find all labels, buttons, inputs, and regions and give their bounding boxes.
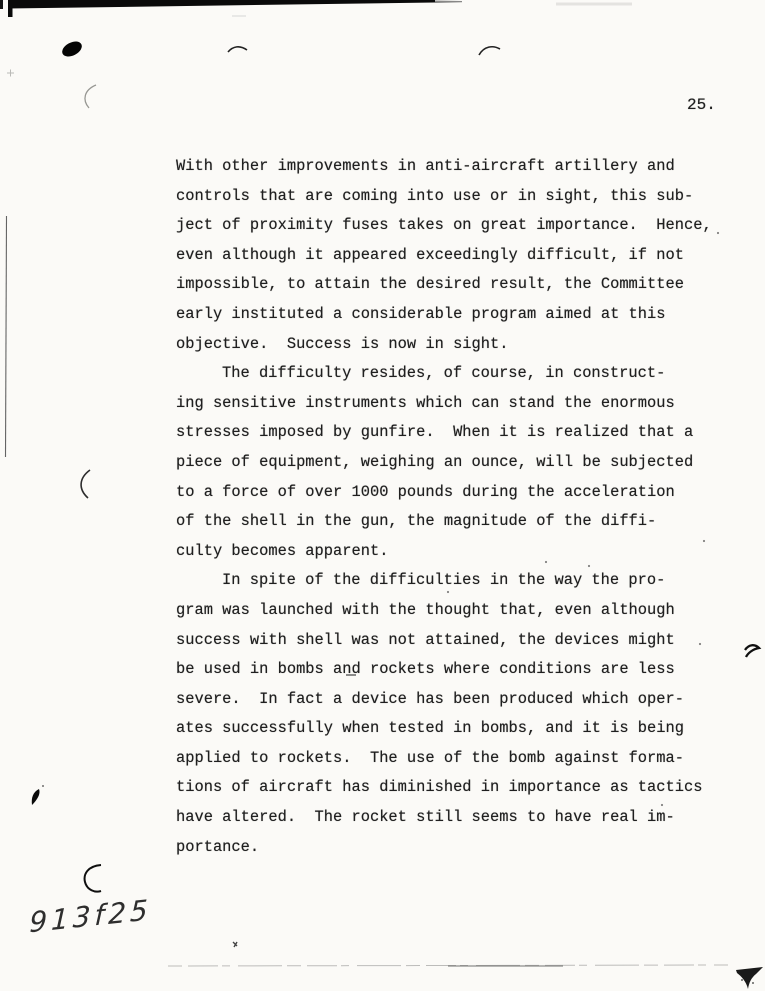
right-squiggle-mark [745,645,759,657]
tiny-plus-mark [7,70,14,77]
ink-blob [60,38,85,59]
text-line: early instituted a considerable program aimed at this [176,304,666,323]
text-line: even although it appeared exceedingly difficult, if not [176,245,684,264]
text-line: ates successfully when tested in bombs, and it is being [176,719,684,738]
tilde-mark-2 [479,47,500,55]
text-line: In spite of the difficulties in the way the pro- [222,571,666,590]
document-body [176,152,712,862]
text-line: of the shell in the gun, the magnitude of the diffi- [176,512,657,531]
text-line: objective. Success is now in sight. [176,334,509,353]
star-flick-mark [233,942,237,947]
smudge-speckle [741,979,743,981]
text-line: stresses imposed by gunfire. When it is realized that a [176,423,694,442]
bottom-right-ink-smudge [736,967,763,989]
text-line: have altered. The rocket still seems to have real im- [176,808,675,827]
text-line: With other improvements in anti-aircraft artillery and [176,157,675,175]
text-line: to a force of over 1000 pounds during the acceleration [176,482,675,501]
c-mark [85,865,101,892]
text-line: severe. In fact a device has been produced which oper- [176,689,684,708]
paren-mark [81,470,90,498]
text-line: piece of equipment, weighing an ounce, will be subjected [176,452,694,471]
handwritten-annotation: 913f25 [28,893,153,940]
text-line: applied to rockets. The use of the bomb against forma- [176,748,684,767]
text-line: tions of aircraft has diminished in importance as tactics [176,778,703,797]
text-line: portance. [176,837,260,856]
comma-flick-mark [32,789,40,805]
top-border-line [8,0,435,9]
comma-flick-dot [42,785,44,787]
corner-edge-mark [0,0,3,9]
text-line: be used in bombs and rockets where conditions are less [176,660,675,679]
smudge-speckle [752,982,754,984]
text-line: success with shell was not attained, the devices might [176,630,675,649]
text-line: ject of proximity fuses takes on great importance. Hence, [176,216,712,235]
text-line: culty becomes apparent. [176,541,389,560]
text-line: ing sensitive instruments which can stand the enormous [176,393,675,412]
top-border-line-tail [435,1,462,4]
faint-paren-mark [85,85,96,108]
text-line: impossible, to attain the desired result, the Committee [176,275,684,294]
text-line: gram was launched with the thought that, even although [176,600,675,619]
left-hairline [6,216,7,457]
text-line: The difficulty resides, of course, in construct- [222,364,666,383]
top-border-stub [8,0,13,17]
tilde-mark [228,47,247,52]
bottom-scan-line [168,965,728,966]
page-number: 25. [687,96,716,114]
text-line: controls that are coming into use or in sight, this sub- [176,186,694,205]
